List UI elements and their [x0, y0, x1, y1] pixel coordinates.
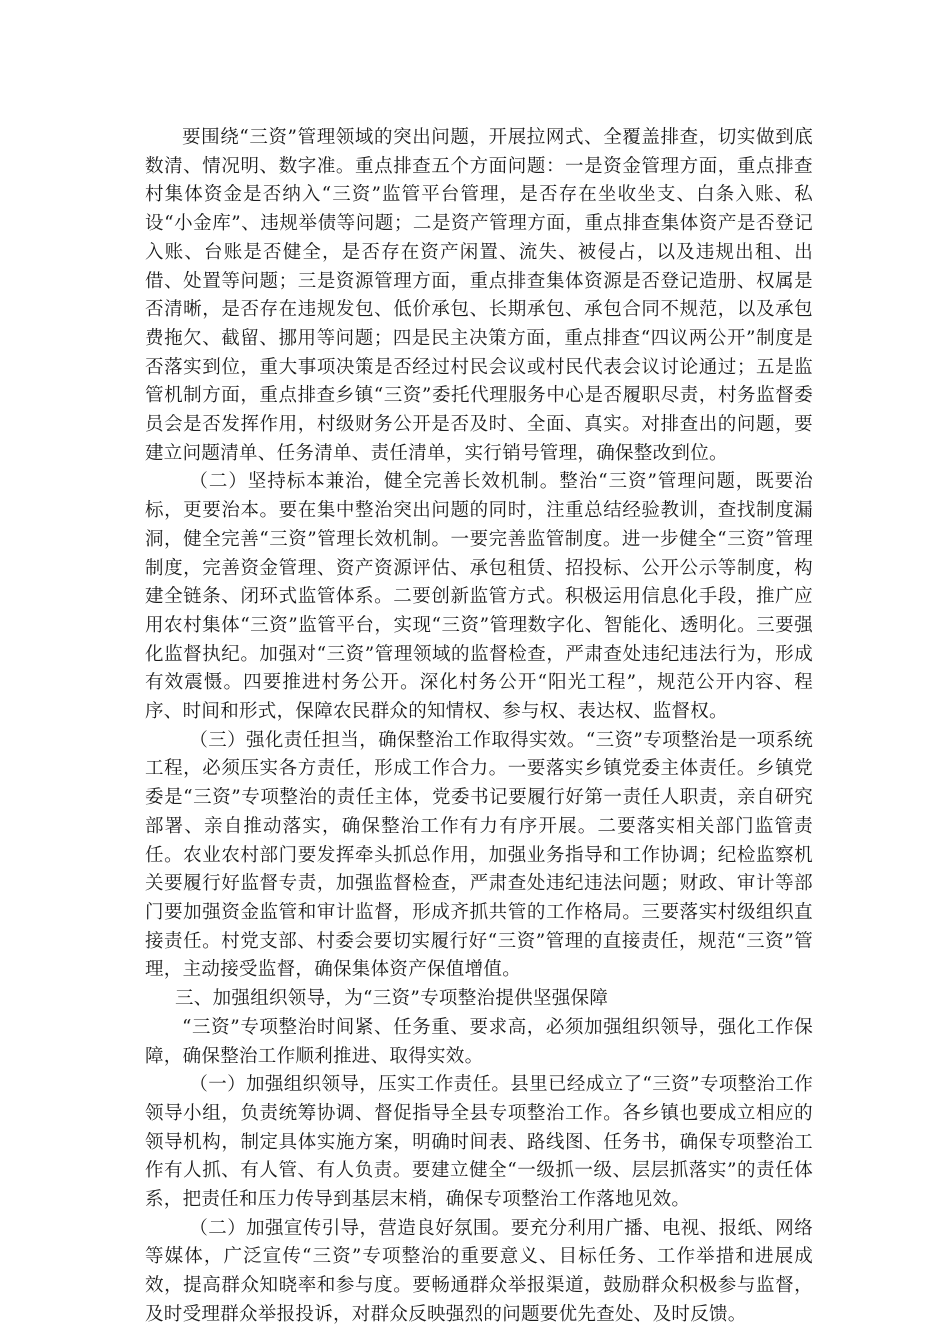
paragraph-organization: （一）加强组织领导，压实工作责任。县里已经成立了“三资”专项整治工作领导小组，负责统筹协调、督促指导全县专项整治工作。各乡镇也要成立相应的领导机构，制定具体实施方案，明确时间表、路线图、任务书，确保专项整治工作有人抓、有人管、有人负责。要建立健全“一级抓一级、层层抓落实”的责任体系，把责任和压力传导到基层末梢，确保专项整治工作落地见效。	[145, 1074, 813, 1211]
paragraph-publicity: （二）加强宣传引导，营造良好氛围。要充分利用广播、电视、报纸、网络等媒体，广泛宣传“三资”专项整治的重要意义、目标任务、工作举措和进展成效，提高群众知晓率和参与度。要畅通群众举报渠道，鼓励群众积极参与监督，及时受理群众举报投诉，对群众反映强烈的问题要优先查处、及时反馈。	[145, 1217, 813, 1325]
document-page	[145, 124, 813, 1330]
section-heading-leadership: 三、加强组织领导，为“三资”专项整治提供坚强保障	[175, 988, 609, 1010]
paragraph-leadership-intro: “三资”专项整治时间紧、任务重、要求高，必须加强组织领导，强化工作保障，确保整治工作顺利推进、取得实效。	[145, 1016, 813, 1067]
paragraph-investigation: 要围绕“三资”管理领域的突出问题，开展拉网式、全覆盖排查，切实做到底数清、情况明、数字准。重点排查五个方面问题：一是资金管理方面，重点排查村集体资金是否纳入“三资”监管平台管理，是否存在坐收坐支、白条入账、私设“小金库”、违规举债等问题；二是资产管理方面，重点排查集体资产是否登记入账、台账是否健全，是否存在资产闲置、流失、被侵占，以及违规出租、出借、处置等问题；三是资源管理方面，重点排查集体资源是否登记造册、权属是否清晰，是否存在违规发包、低价承包、长期承包、承包合同不规范，以及承包费拖欠、截留、挪用等问题；四是民主决策方面，重点排查“四议两公开”制度是否落实到位，重大事项决策是否经过村民会议或村民代表会议讨论通过；五是监管机制方面，重点排查乡镇“三资”委托代理服务中心是否履职尽责，村务监督委员会是否发挥作用，村级财务公开是否及时、全面、真实。对排查出的问题，要建立问题清单、任务清单、责任清单，实行销号管理，确保整改到位。	[145, 127, 813, 464]
paragraph-responsibility: （三）强化责任担当，确保整治工作取得实效。“三资”专项整治是一项系统工程，必须压实各方责任，形成工作合力。一要落实乡镇党委主体责任。乡镇党委是“三资”专项整治的责任主体，党委书记要履行好第一责任人职责，亲自研究部署、亲自推动落实，确保整治工作有力有序开展。二要落实相关部门监管责任。农业农村部门要发挥牵头抓总作用，加强业务指导和工作协调；纪检监察机关要履行好监督专责，加强监督检查，严肃查处违纪违法问题；财政、审计等部门要加强资金监管和审计监督，形成齐抓共管的工作格局。三要落实村级组织直接责任。村党支部、村委会要切实履行好“三资”管理的直接责任，规范“三资”管理，主动接受监督，确保集体资产保值增值。	[145, 729, 813, 981]
paragraph-long-term-mechanism: （二）坚持标本兼治，健全完善长效机制。整治“三资”管理问题，既要治标，更要治本。要在集中整治突出问题的同时，注重总结经验教训，查找制度漏洞，健全完善“三资”管理长效机制。一要完善监管制度。进一步健全“三资”管理制度，完善资金管理、资产资源评估、承包租赁、招投标、公开公示等制度，构建全链条、闭环式监管体系。二要创新监管方式。积极运用信息化手段，推广应用农村集体“三资”监管平台，实现“三资”管理数字化、智能化、透明化。三要强化监督执纪。加强对“三资”管理领域的监督检查，严肃查处违纪违法行为，形成有效震慑。四要推进村务公开。深化村务公开“阳光工程”，规范公开内容、程序、时间和形式，保障农民群众的知情权、参与权、表达权、监督权。	[145, 471, 813, 723]
